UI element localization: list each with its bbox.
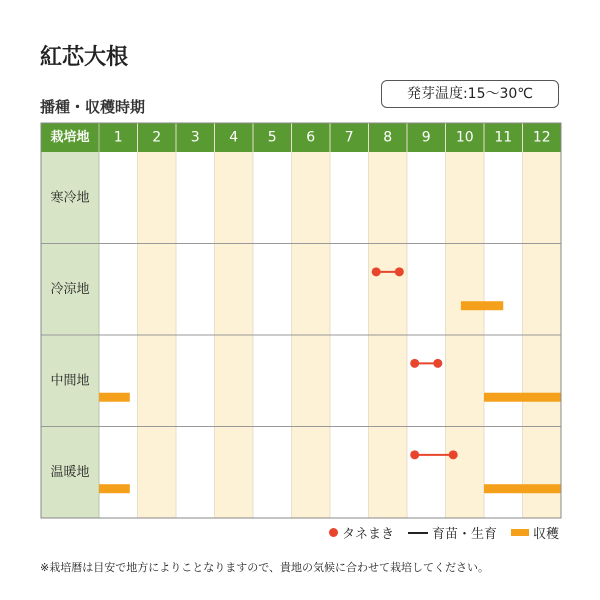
sowing-start-point <box>410 359 419 368</box>
sowing-end-point <box>395 267 404 276</box>
harvest-bar <box>484 484 561 493</box>
growing-line-icon <box>408 532 428 534</box>
chart-legend <box>329 523 559 542</box>
harvest-bar <box>484 393 561 402</box>
header-corner-label: 栽培地 <box>50 130 90 145</box>
month-label: 9 <box>421 129 431 146</box>
harvest-bar-icon <box>511 529 529 536</box>
legend-item-sowing <box>329 523 394 542</box>
region-label: 冷涼地 <box>50 281 90 297</box>
legend-label-growing: 育苗・生育 <box>431 527 497 542</box>
footnote: ※栽培暦は目安で地方によりことなりますので、貴地の気候に合わせて栽培してください。 <box>40 561 489 574</box>
sowing-dot-icon <box>329 528 338 537</box>
legend-item-harvest <box>511 523 559 542</box>
month-label: 12 <box>532 129 551 146</box>
month-label: 8 <box>383 129 393 146</box>
harvest-bar <box>99 484 130 493</box>
germination-temperature-badge: 発芽温度:15〜30℃ <box>381 80 559 108</box>
sowing-end-point <box>433 359 442 368</box>
region-label: 寒冷地 <box>50 190 90 206</box>
legend-item-growing <box>408 523 497 542</box>
legend-label-harvest: 収穫 <box>532 527 559 542</box>
region-label: 温暖地 <box>50 464 90 480</box>
month-label: 1 <box>113 129 123 146</box>
month-label: 4 <box>229 129 239 146</box>
harvest-bar <box>99 393 130 402</box>
region-label: 中間地 <box>50 373 90 389</box>
month-label: 5 <box>267 129 277 146</box>
month-label: 10 <box>455 129 474 146</box>
month-label: 3 <box>190 129 200 146</box>
month-label: 7 <box>344 129 354 146</box>
page-title: 紅芯大根 <box>40 45 129 70</box>
sowing-start-point <box>372 267 381 276</box>
harvest-bar <box>461 301 503 310</box>
sowing-end-point <box>449 450 458 459</box>
chart-subtitle: 播種・収穫時期 <box>40 98 146 116</box>
month-label: 6 <box>306 129 316 146</box>
legend-label-sowing: タネまき <box>341 527 394 542</box>
month-label: 2 <box>152 129 162 146</box>
sowing-start-point <box>410 450 419 459</box>
month-label: 11 <box>494 129 513 146</box>
